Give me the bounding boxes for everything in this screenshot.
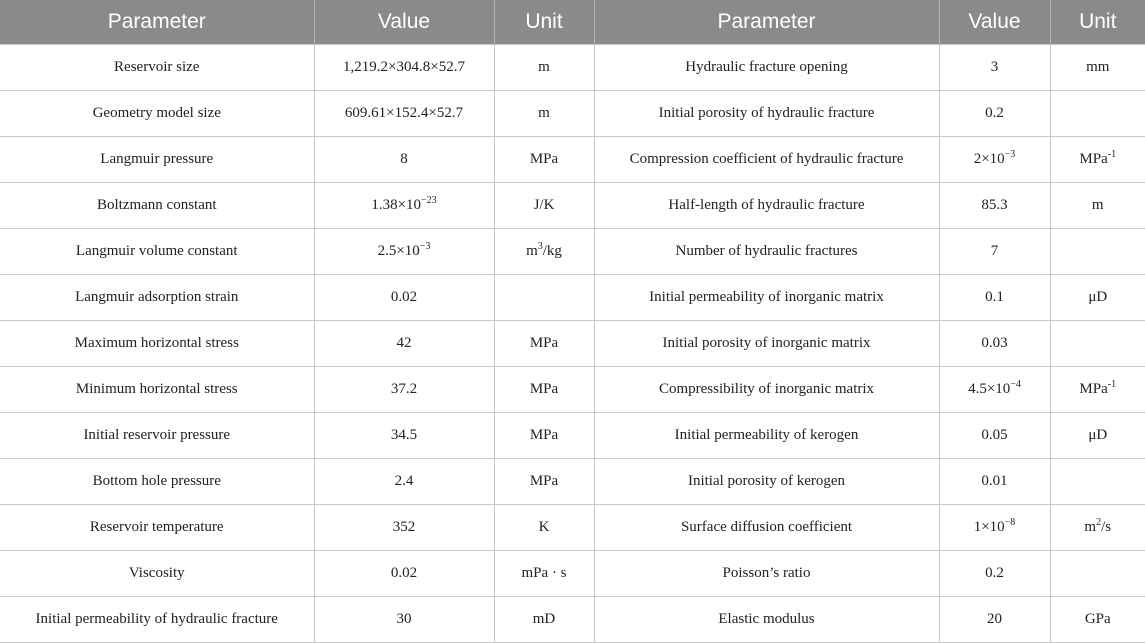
- unit-cell-text: m: [1091, 197, 1104, 213]
- table-row: [0, 137, 1145, 183]
- parameter-name-cell: [0, 367, 314, 413]
- parameter-name-cell-text: Initial permeability of kerogen: [674, 427, 859, 443]
- header-value: Value: [314, 0, 494, 45]
- header-row: [0, 0, 1145, 45]
- parameter-name-cell: [0, 413, 314, 459]
- value-cell-text: 37.2: [390, 381, 418, 397]
- parameter-name-cell-text: Boltzmann constant: [96, 197, 217, 213]
- value-cell: [314, 413, 494, 459]
- value-cell-text: 7: [990, 243, 999, 259]
- table-row: [0, 183, 1145, 229]
- unit-suffix: /kg: [542, 243, 562, 259]
- table-row: [0, 505, 1145, 551]
- unit-cell: [494, 229, 594, 275]
- value-cell: [314, 229, 494, 275]
- value-cell-text: 1.38×10: [371, 197, 422, 213]
- unit-cell: [1050, 551, 1145, 597]
- unit-cell-text: MPa: [1079, 381, 1108, 397]
- value-cell: [314, 45, 494, 91]
- parameter-name-cell-text: Poisson’s ratio: [722, 565, 811, 581]
- header-unit: Unit: [494, 0, 594, 45]
- parameter-name-cell-text: Geometry model size: [92, 105, 221, 121]
- superscript: −8: [1004, 517, 1016, 528]
- superscript: −3: [1004, 149, 1016, 160]
- unit-cell: [1050, 367, 1145, 413]
- parameter-name-cell-text: Initial porosity of inorganic matrix: [662, 335, 871, 351]
- table-body: [0, 45, 1145, 643]
- parameter-name-cell-text: Compressibility of inorganic matrix: [658, 381, 875, 397]
- unit-cell: [494, 275, 594, 321]
- value-cell-text: 2.4: [394, 473, 414, 489]
- parameter-name-cell: [0, 45, 314, 91]
- unit-cell-text: J/K: [533, 197, 555, 213]
- unit-cell: [1050, 597, 1145, 643]
- parameter-name-cell: [594, 459, 939, 505]
- value-cell-text: 352: [392, 519, 416, 535]
- value-cell-text: 1,219.2×304.8×52.7: [343, 59, 465, 75]
- value-cell: [314, 275, 494, 321]
- table-row: [0, 91, 1145, 137]
- parameter-name-cell-text: Initial permeability of hydraulic fracture: [35, 611, 278, 627]
- parameter-name-cell: [594, 413, 939, 459]
- superscript: −23: [421, 195, 437, 206]
- unit-cell-text: K: [538, 519, 550, 535]
- parameter-name-cell: [594, 597, 939, 643]
- unit-cell: [1050, 91, 1145, 137]
- value-cell-text: 8: [400, 151, 408, 167]
- unit-cell: [494, 505, 594, 551]
- value-cell-text: 2.5×10: [377, 243, 420, 259]
- parameter-name-cell: [0, 505, 314, 551]
- table-row: [0, 459, 1145, 505]
- header-value: Value: [939, 0, 1050, 45]
- value-cell: [314, 91, 494, 137]
- parameter-name-cell-text: Viscosity: [128, 565, 185, 581]
- parameter-name-cell: [594, 275, 939, 321]
- superscript: −4: [1010, 379, 1021, 390]
- value-cell-text: 0.1: [985, 289, 1004, 305]
- unit-cell: [494, 321, 594, 367]
- unit-cell-text: GPa: [1084, 611, 1111, 627]
- unit-cell: [494, 91, 594, 137]
- unit-cell: [1050, 321, 1145, 367]
- value-cell-text: 0.02: [390, 289, 418, 305]
- value-cell-text: 0.01: [981, 473, 1008, 489]
- unit-cell-text: MPa: [529, 427, 559, 443]
- value-cell-text: 20: [987, 611, 1002, 627]
- superscript: -1: [1107, 149, 1117, 160]
- parameter-name-cell-text: Bottom hole pressure: [92, 473, 221, 489]
- parameter-name-cell-text: Langmuir adsorption strain: [75, 289, 239, 305]
- unit-cell: [1050, 459, 1145, 505]
- unit-cell: [494, 45, 594, 91]
- parameter-name-cell-text: Surface diffusion coefficient: [680, 519, 853, 535]
- unit-cell-text: MPa: [529, 151, 559, 167]
- value-cell: [939, 275, 1050, 321]
- value-cell: [314, 551, 494, 597]
- unit-cell-text: MPa: [1079, 151, 1108, 167]
- parameter-name-cell: [594, 183, 939, 229]
- parameter-name-cell: [0, 459, 314, 505]
- value-cell-text: 0.02: [390, 565, 418, 581]
- value-cell: [939, 321, 1050, 367]
- value-cell: [314, 183, 494, 229]
- value-cell: [314, 597, 494, 643]
- value-cell: [939, 137, 1050, 183]
- parameter-name-cell: [594, 321, 939, 367]
- value-cell-text: 2×10: [973, 151, 1005, 167]
- value-cell-text: 0.2: [985, 105, 1004, 121]
- parameter-name-cell-text: Reservoir size: [114, 59, 200, 75]
- parameter-name-cell-text: Langmuir pressure: [100, 151, 214, 167]
- parameter-name-cell-text: Compression coefficient of hydraulic fracture: [629, 151, 904, 167]
- value-cell: [939, 459, 1050, 505]
- value-cell: [939, 505, 1050, 551]
- parameter-name-cell: [594, 91, 939, 137]
- unit-cell: [494, 459, 594, 505]
- table-row: [0, 321, 1145, 367]
- unit-cell-text: mPa · s: [521, 565, 567, 581]
- unit-cell-text: mD: [532, 611, 556, 627]
- parameter-name-cell: [0, 91, 314, 137]
- header-unit: Unit: [1050, 0, 1145, 45]
- value-cell: [314, 505, 494, 551]
- parameter-name-cell-text: Initial porosity of hydraulic fracture: [658, 105, 875, 121]
- value-cell: [939, 229, 1050, 275]
- unit-suffix: /s: [1101, 519, 1112, 535]
- value-cell: [314, 321, 494, 367]
- parameter-name-cell: [594, 45, 939, 91]
- value-cell: [939, 367, 1050, 413]
- value-cell-text: 85.3: [981, 197, 1008, 213]
- value-cell-text: 609.61×152.4×52.7: [344, 105, 464, 121]
- unit-cell: [494, 183, 594, 229]
- parameter-name-cell: [0, 183, 314, 229]
- table-row: [0, 367, 1145, 413]
- value-cell: [939, 597, 1050, 643]
- unit-cell-text: MPa: [529, 335, 559, 351]
- unit-cell: [1050, 413, 1145, 459]
- parameter-name-cell-text: Initial porosity of kerogen: [687, 473, 846, 489]
- unit-cell: [1050, 229, 1145, 275]
- unit-cell: [1050, 137, 1145, 183]
- parameter-name-cell-text: Initial permeability of inorganic matrix: [649, 289, 884, 305]
- parameter-name-cell-text: Half-length of hydraulic fracture: [668, 197, 865, 213]
- value-cell-text: 3: [990, 59, 999, 75]
- table-row: [0, 597, 1145, 643]
- superscript: 2: [1096, 517, 1102, 528]
- value-cell: [314, 459, 494, 505]
- value-cell: [939, 183, 1050, 229]
- parameter-name-cell: [594, 551, 939, 597]
- parameter-name-cell-text: Maximum horizontal stress: [74, 335, 239, 351]
- parameter-name-cell-text: Initial reservoir pressure: [83, 427, 231, 443]
- value-cell: [939, 551, 1050, 597]
- unit-cell-text: μD: [1088, 289, 1108, 305]
- parameter-name-cell: [594, 229, 939, 275]
- unit-cell-text: mm: [1086, 59, 1110, 75]
- value-cell: [314, 367, 494, 413]
- value-cell-text: 4.5×10: [968, 381, 1011, 397]
- unit-cell: [1050, 275, 1145, 321]
- unit-cell-text: m: [1084, 519, 1097, 535]
- header-parameter: Parameter: [594, 0, 939, 45]
- value-cell-text: 42: [396, 335, 412, 351]
- table-row: [0, 275, 1145, 321]
- parameter-name-cell: [594, 367, 939, 413]
- unit-cell: [494, 551, 594, 597]
- unit-cell: [1050, 505, 1145, 551]
- parameter-name-cell: [594, 505, 939, 551]
- table-row: [0, 413, 1145, 459]
- superscript: −3: [419, 241, 431, 252]
- superscript: -1: [1107, 379, 1117, 390]
- unit-cell: [494, 137, 594, 183]
- parameter-name-cell-text: Number of hydraulic fractures: [675, 243, 858, 259]
- unit-cell-text: MPa: [529, 473, 559, 489]
- unit-cell: [494, 367, 594, 413]
- unit-cell: [494, 413, 594, 459]
- superscript: 3: [537, 241, 543, 252]
- unit-cell-text: m: [538, 105, 550, 121]
- value-cell-text: 0.03: [981, 335, 1008, 351]
- unit-cell-text: μD: [1088, 427, 1108, 443]
- parameter-name-cell: [0, 275, 314, 321]
- parameter-name-cell: [0, 551, 314, 597]
- parameter-name-cell: [594, 137, 939, 183]
- parameter-name-cell: [0, 597, 314, 643]
- parameter-name-cell-text: Reservoir temperature: [89, 519, 224, 535]
- value-cell-text: 1×10: [973, 519, 1005, 535]
- parameter-name-cell-text: Elastic modulus: [718, 611, 815, 627]
- parameter-name-cell: [0, 321, 314, 367]
- table-row: [0, 45, 1145, 91]
- parameter-name-cell: [0, 137, 314, 183]
- unit-cell-text: MPa: [529, 381, 559, 397]
- value-cell: [314, 137, 494, 183]
- parameter-name-cell-text: Langmuir volume constant: [75, 243, 238, 259]
- unit-cell: [1050, 183, 1145, 229]
- value-cell-text: 34.5: [390, 427, 418, 443]
- value-cell: [939, 91, 1050, 137]
- unit-cell-text: m: [538, 59, 550, 75]
- value-cell-text: 30: [396, 611, 412, 627]
- value-cell: [939, 413, 1050, 459]
- value-cell-text: 0.2: [985, 565, 1004, 581]
- value-cell-text: 0.05: [981, 427, 1008, 443]
- table-row: [0, 229, 1145, 275]
- parameter-name-cell: [0, 229, 314, 275]
- header-parameter: Parameter: [0, 0, 314, 45]
- parameter-name-cell-text: Minimum horizontal stress: [75, 381, 238, 397]
- unit-cell: [1050, 45, 1145, 91]
- table-row: [0, 551, 1145, 597]
- unit-cell-text: m: [526, 243, 538, 259]
- parameter-name-cell-text: Hydraulic fracture opening: [685, 59, 848, 75]
- unit-cell: [494, 597, 594, 643]
- value-cell: [939, 45, 1050, 91]
